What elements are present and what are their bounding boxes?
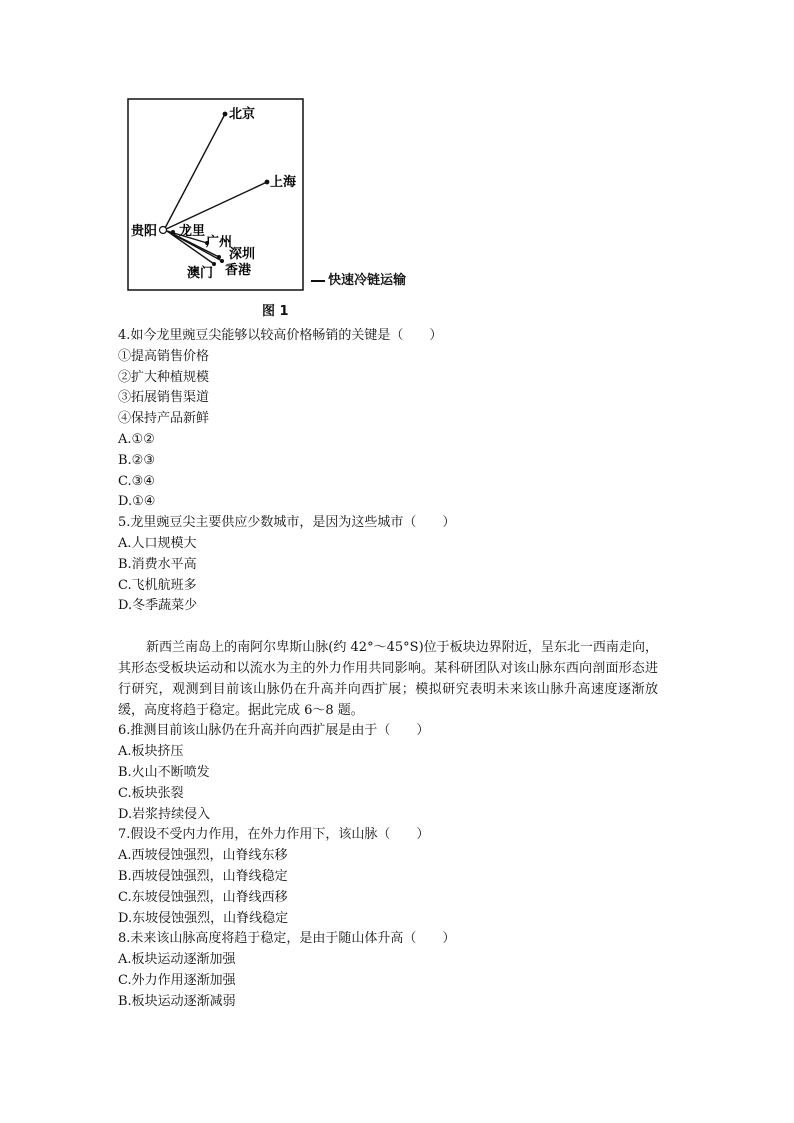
question-4-stem: 4.如今龙里豌豆尖能够以较高价格畅销的关键是（ ） [118, 328, 443, 343]
label-longli: 龙里 [179, 224, 206, 239]
shenzhen-dot [217, 255, 221, 259]
transport-map-figure [127, 98, 437, 328]
question-7-option-c: C.东坡侵蚀强烈，山脊线西移 [118, 889, 288, 905]
legend-line-symbol [311, 280, 325, 282]
question-6-option-c: C.板块张裂 [118, 785, 184, 801]
question-6-option-a: A.板块挤压 [118, 744, 184, 760]
question-8-option: B.板块运动逐渐减弱 [118, 993, 236, 1009]
question-4-option-c: C.③④ [118, 473, 155, 489]
longli-dot [171, 230, 175, 234]
question-8-option: C.外力作用逐渐加强 [118, 972, 236, 988]
question-6-option-b: B.火山不断喷发 [118, 764, 210, 780]
reading-passage: 新西兰南岛上的南阿尔卑斯山脉(约 42°～45°S)位于板块边界附近，呈东北一西南走向，其形态受板块运动和以流水为主的外力作用共同影响。某科研团队对该山脉东西向剖面形态进行研究，观测到目前该山脉仍在升高并向西扩展；模拟研究表明未来该山脉升高速度逐渐放缓，高度将趋于稳定。据此完成 6～8 题。 [118, 640, 658, 718]
question-5-option-d: D.冬季蔬菜少 [118, 598, 198, 614]
transport-map [127, 98, 437, 328]
question-7-option-d: D.东坡侵蚀强烈，山脊线稳定 [118, 910, 289, 926]
route-to-shanghai [164, 182, 267, 230]
label-guiyang: 贵阳 [131, 224, 158, 239]
label-guangzhou: 广州 [206, 235, 233, 250]
question-8-stem: 8.未来该山脉高度将趋于稳定，是由于随山体升高（ ） [118, 931, 456, 947]
guiyang-dot [160, 227, 167, 234]
question-content [118, 326, 658, 1013]
label-hongkong: 香港 [225, 263, 252, 278]
question-4-item: ③拓展销售渠道 [118, 390, 210, 406]
label-beijing: 北京 [229, 107, 256, 122]
route-to-beijing [164, 114, 225, 230]
beijing-dot [223, 112, 228, 117]
question-4-item: ①提高销售价格 [118, 348, 210, 364]
question-5-stem: 5.龙里豌豆尖主要供应少数城市，是因为这些城市（ ） [118, 515, 456, 531]
question-5-option-c: C.飞机航班多 [118, 577, 197, 593]
question-6-stem: 6.推测目前该山脉仍在升高并向西扩展是由于（ ） [118, 723, 430, 739]
label-shanghai: 上海 [270, 175, 297, 190]
label-shenzhen: 深圳 [229, 247, 256, 262]
question-4-item: ④保持产品新鲜 [118, 411, 210, 427]
question-4-option-d: D.①④ [118, 494, 156, 510]
question-4-item: ②扩大种植规模 [118, 369, 210, 385]
map-legend [311, 269, 406, 288]
shanghai-dot [265, 180, 270, 185]
legend-label: 快速冷链运输 [328, 273, 407, 288]
question-7-stem: 7.假设不受内力作用，在外力作用下，该山脉（ ） [118, 827, 430, 843]
figure-caption: 图 1 [262, 304, 289, 319]
question-5-option-b: B.消费水平高 [118, 556, 197, 572]
question-4-option-a: A.①② [118, 431, 155, 447]
question-7-option-b: B.西坡侵蚀强烈，山脊线稳定 [118, 868, 288, 884]
question-5-option-a: A.人口规模大 [118, 535, 197, 551]
question-6-option-d: D.岩浆持续侵入 [118, 806, 211, 822]
hongkong-dot [220, 259, 224, 263]
map-frame [128, 99, 303, 290]
question-7-option-a: A.西坡侵蚀强烈，山脊线东移 [118, 848, 288, 864]
label-macau: 澳门 [187, 266, 214, 281]
question-4-option-b: B.②③ [118, 452, 155, 468]
question-8-option: A.板块运动逐渐加强 [118, 952, 236, 968]
